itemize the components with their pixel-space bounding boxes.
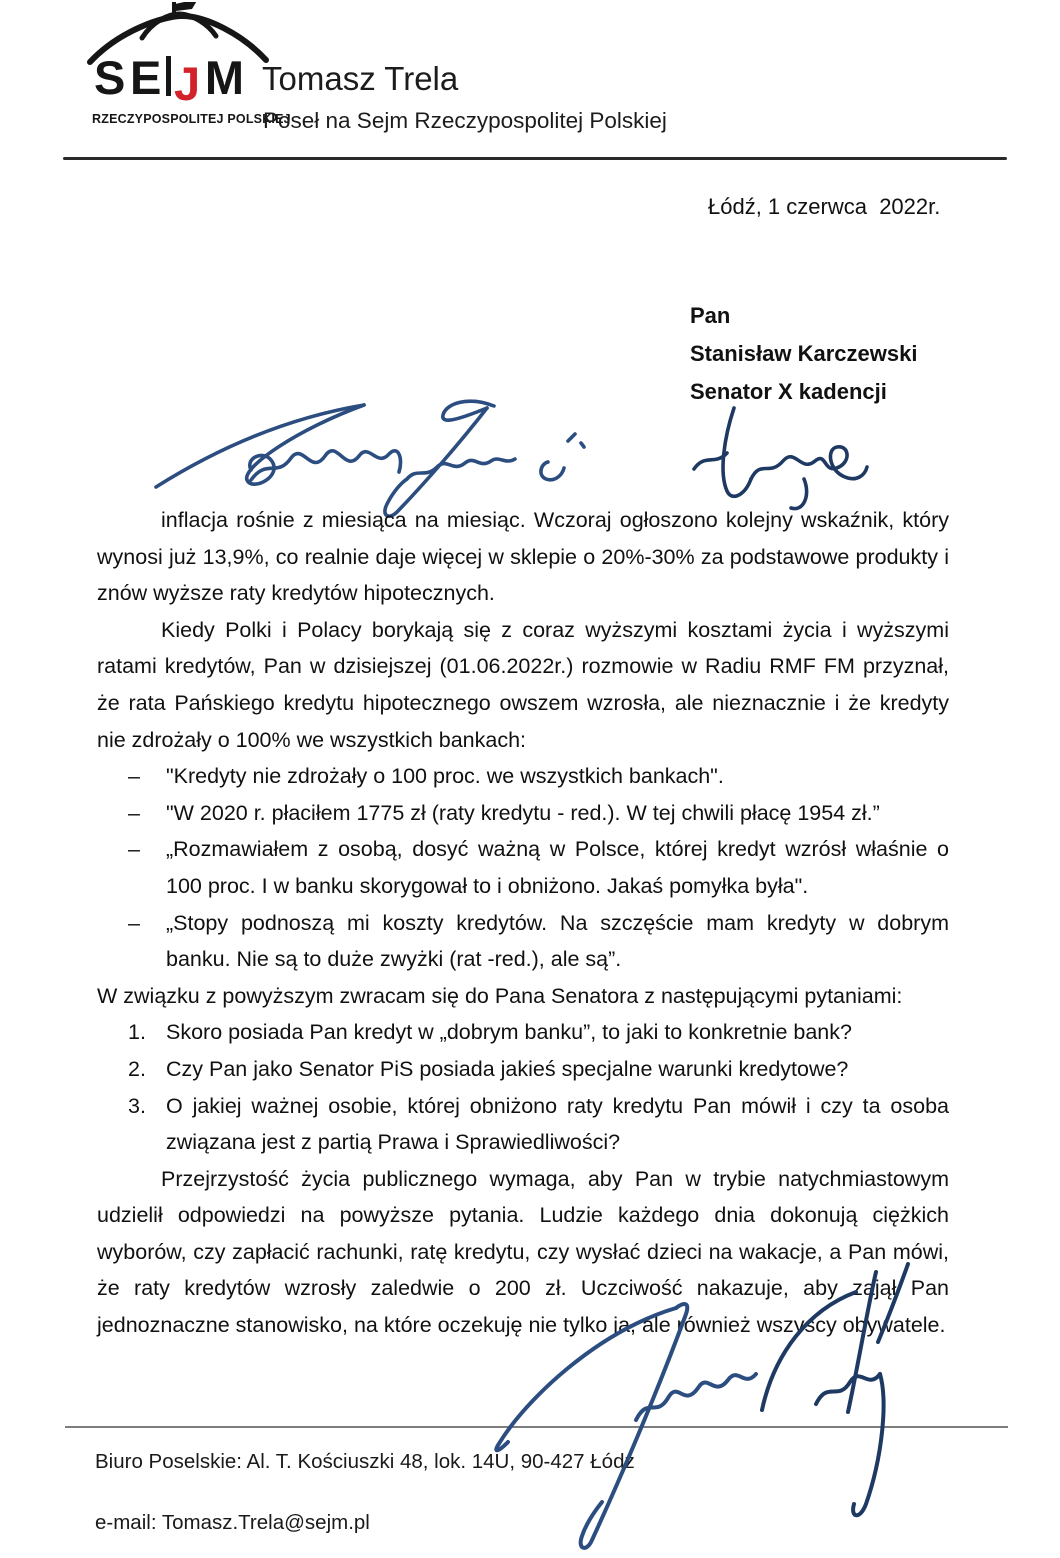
- quote-item: [97, 831, 949, 904]
- footer-email: e-mail: Tomasz.Trela@sejm.pl: [95, 1511, 370, 1534]
- quote-dash: –: [128, 800, 140, 825]
- footer-office-address: Biuro Poselskie: Al. T. Kościuszki 48, lok. 14U, 90-427 Łódź: [95, 1450, 635, 1473]
- question-item: [97, 1088, 949, 1161]
- question-text: Skoro posiada Pan kredyt w „dobrym banku”, to jaki to konkretnie bank?: [166, 1020, 852, 1045]
- handwritten-signature: [478, 1262, 928, 1558]
- quote-item: [97, 758, 949, 795]
- recipient-name: Stanisław Karczewski: [690, 341, 918, 366]
- logo-j-bar: [166, 56, 171, 96]
- quote-dash: –: [128, 764, 140, 789]
- logo-caption: RZECZYPOSPOLITEJ POLSKIEJ: [92, 112, 291, 126]
- letterhead-rule: [63, 157, 1007, 160]
- closing-paragraph: Przejrzystość życia publicznego wymaga, aby Pan w trybie natychmiastowym udzielił odpowiedzi na powyższe pytania. Ludzie każdego dnia dokonują ciężkich wyborów, czy zapłacić rachunki, ratę kredytu, czy wysłać dzieci na wakacje, a Pan mówi, że raty kredytów wzrosły zaledwie o 200 zł. Uczciwość nakazuje, aby zajął Pan jednoznaczne stanowisko, na które oczekuję nie tylko ja, ale również wszyscy obywatele.: [97, 1166, 949, 1338]
- dateline: Łódź, 1 czerwca 2022r.: [708, 194, 941, 219]
- question-number: 3.: [128, 1093, 146, 1118]
- question-text: O jakiej ważnej osobie, której obniżono raty kredytu Pan mówił i czy ta osoba związana jest z partią Prawa i Sprawiedliwości?: [166, 1093, 949, 1155]
- letter-body: [97, 502, 949, 1344]
- quote-text: „Rozmawiałem z osobą, dosyć ważną w Polsce, której kredyt wzrósł właśnie o 100 proc. I w banku skorygował to i obniżono. Jakaś pomyłka była".: [166, 837, 949, 898]
- question-item: [97, 1014, 949, 1051]
- quote-item: [97, 905, 949, 978]
- recipient-salutation: Pan: [690, 303, 731, 328]
- quote-item: [97, 795, 949, 832]
- sender-name: Tomasz Trela: [262, 60, 459, 97]
- logo-letter-s: S: [94, 51, 126, 104]
- question-item: [97, 1051, 949, 1088]
- recipient-role: Senator X kadencji: [690, 379, 887, 404]
- logo-letter-e: E: [130, 51, 162, 104]
- quote-text: „Stopy podnoszą mi koszty kredytów. Na szczęście mam kredyty w dobrym banku. Nie są to duże zwyżki (rat -red.), ale są”.: [166, 910, 949, 972]
- quote-dash: –: [128, 837, 140, 862]
- logo-letter-m: M: [204, 51, 244, 104]
- paragraph-context: Kiedy Polki i Polacy borykają się z coraz wyższymi kosztami życia i wyższymi ratami kredytów, Pan w dzisiejszej (01.06.2022r.) rozmowie w Radiu RMF FM przyznał, że rata Pańskiego kredytu hipotecznego owszem wzrosła, ale nieznacznie i że kredyty nie zdrożały o 100% we wszystkich bankach:: [97, 617, 949, 752]
- question-text: Czy Pan jako Senator PiS posiada jakieś specjalne warunki kredytowe?: [166, 1056, 849, 1081]
- quote-text: "Kredyty nie zdrożały o 100 proc. we wszystkich bankach".: [166, 764, 724, 789]
- logo-letter-j: J: [166, 54, 200, 101]
- questions-intro: W związku z powyższym zwracam się do Pana Senatora z następującymi pytaniami:: [97, 983, 903, 1008]
- question-number: 2.: [128, 1056, 146, 1081]
- quote-text: "W 2020 r. płaciłem 1775 zł (raty kredytu - red.). W tej chwili płacę 1954 zł.”: [166, 800, 880, 825]
- sejm-logo-letters: [94, 51, 244, 110]
- sender-title: Poseł na Sejm Rzeczypospolitej Polskiej: [263, 108, 667, 133]
- question-number: 1.: [128, 1020, 146, 1045]
- quote-dash: –: [128, 910, 140, 935]
- paragraph-inflation: inflacja rośnie z miesiąca na miesiąc. Wczoraj ogłoszono kolejny wskaźnik, który wynosi już 13,9%, co realnie daje więcej w sklepie o 20%-30% za podstawowe produkty i znów wyższe raty kredytów hipotecznych.: [97, 508, 949, 606]
